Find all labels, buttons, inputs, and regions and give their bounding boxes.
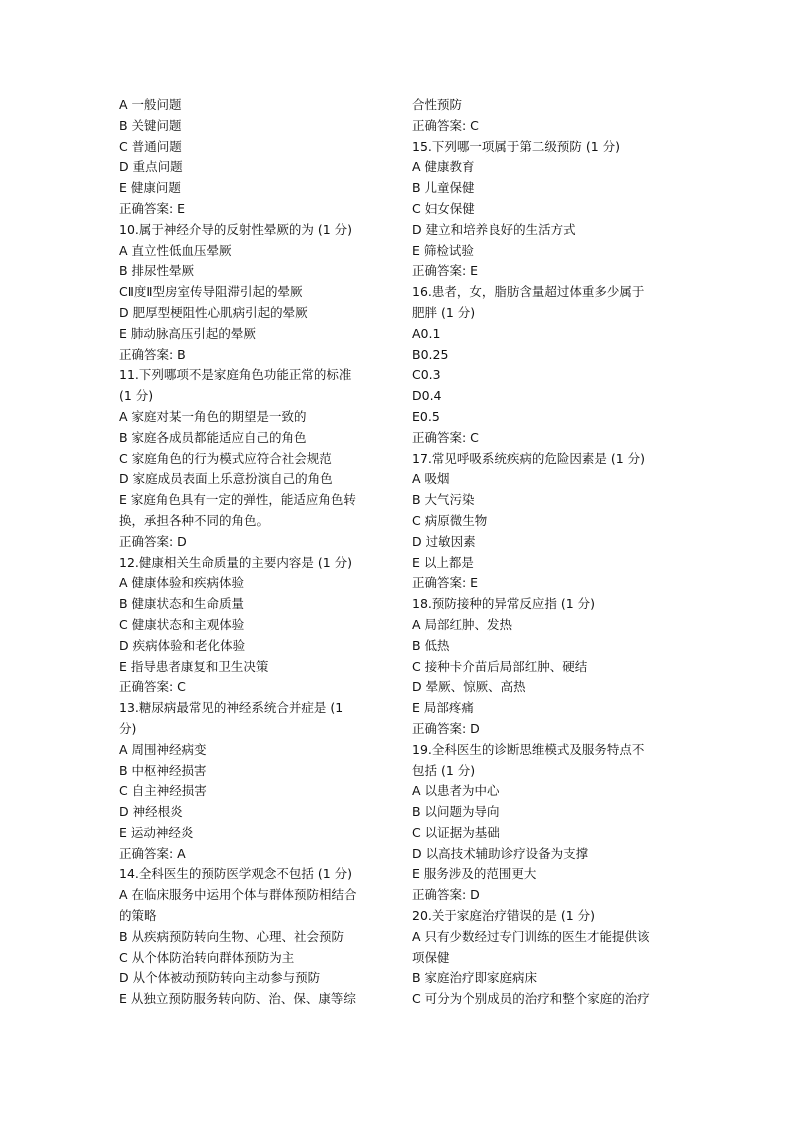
right-column-line: 项保健 bbox=[412, 949, 450, 965]
left-column-line: 11.下列哪项不是家庭角色功能正常的标准 bbox=[119, 367, 352, 383]
left-column-line: CⅡ度Ⅱ型房室传导阻滞引起的晕厥 bbox=[119, 284, 303, 300]
right-column-line: 正确答案: C bbox=[412, 429, 479, 445]
left-column-line: 正确答案: E bbox=[119, 200, 186, 216]
right-column-line: 包括 (1 分) bbox=[412, 762, 476, 778]
right-column-line: 15.下列哪一项属于第二级预防 (1 分) bbox=[412, 138, 621, 154]
left-column-line: D 重点问题 bbox=[119, 159, 183, 175]
right-column-line: E 以上都是 bbox=[412, 554, 474, 570]
right-column-line: 合性预防 bbox=[412, 97, 463, 112]
right-column-line: D 以高技术辅助诊疗设备为支撑 bbox=[412, 845, 589, 861]
left-column-line: E 肺动脉高压引起的晕厥 bbox=[119, 325, 256, 341]
right-column-line: B 以问题为导向 bbox=[412, 804, 500, 820]
right-column bbox=[412, 95, 674, 1010]
left-column-line: C 自主神经损害 bbox=[119, 783, 207, 799]
left-column-line: 正确答案: C bbox=[119, 679, 186, 695]
left-column-line: E 从独立预防服务转向防、治、保、康等综 bbox=[119, 991, 356, 1007]
left-column-line: 分) bbox=[119, 720, 137, 736]
left-column-line: C 健康状态和主观体验 bbox=[119, 616, 245, 632]
right-column-line: D 建立和培养良好的生活方式 bbox=[412, 221, 576, 237]
right-column-line: C 病原微生物 bbox=[412, 512, 488, 528]
right-column-line: 16.患者，女，脂肪含量超过体重多少属于 bbox=[412, 284, 645, 300]
left-column-line: 14.全科医生的预防医学观念不包括 (1 分) bbox=[119, 866, 353, 882]
left-column-line: B 健康状态和生命质量 bbox=[119, 596, 245, 612]
right-column-line: C 妇女保健 bbox=[412, 200, 475, 216]
right-column-line: C 可分为个别成员的治疗和整个家庭的治疗 bbox=[412, 991, 650, 1007]
right-column-line: A 以患者为中心 bbox=[412, 783, 500, 799]
right-column-line: C0.3 bbox=[412, 367, 441, 383]
right-column-line: D0.4 bbox=[412, 388, 442, 404]
right-column-line: 正确答案: E bbox=[412, 263, 479, 279]
left-column-line: 正确答案: A bbox=[119, 845, 186, 861]
left-column-line: B 关键问题 bbox=[119, 117, 182, 133]
right-column-line: E 局部疼痛 bbox=[412, 700, 474, 716]
right-column-line: A 局部红肿、发热 bbox=[412, 616, 513, 632]
right-column-line: 正确答案: C bbox=[412, 117, 479, 133]
right-column-line: 17.常见呼吸系统疾病的危险因素是 (1 分) bbox=[412, 450, 646, 466]
right-column-line: A 健康教育 bbox=[412, 159, 475, 175]
right-column-line: 20.关于家庭治疗错误的是 (1 分) bbox=[412, 908, 596, 924]
right-column-line: C 以证据为基础 bbox=[412, 824, 500, 840]
right-column-line: 肥胖 (1 分) bbox=[412, 304, 476, 320]
left-column-line: D 从个体被动预防转向主动参与预防 bbox=[119, 970, 321, 986]
left-column-line: 正确答案: D bbox=[119, 533, 187, 549]
left-column-line: E 健康问题 bbox=[119, 180, 181, 196]
left-column-line: E 指导患者康复和卫生决策 bbox=[119, 658, 269, 674]
left-column-line: D 疾病体验和老化体验 bbox=[119, 637, 246, 653]
left-column-line: A 周围神经病变 bbox=[119, 741, 207, 757]
right-column-line: 正确答案: D bbox=[412, 720, 480, 736]
right-column-line: 19.全科医生的诊断思维模式及服务特点不 bbox=[412, 741, 645, 757]
left-column-line: D 神经根炎 bbox=[119, 804, 183, 820]
left-column-line: A 家庭对某一角色的期望是一致的 bbox=[119, 408, 307, 424]
right-column-line: C 接种卡介苗后局部红肿、硬结 bbox=[412, 658, 588, 674]
left-column-line: E 运动神经炎 bbox=[119, 824, 194, 840]
right-column-line: E0.5 bbox=[412, 408, 440, 424]
left-column bbox=[119, 95, 381, 1010]
left-column-line: A 在临床服务中运用个体与群体预防相结合 bbox=[119, 887, 357, 903]
left-column-line: 10.属于神经介导的反射性晕厥的为 (1 分) bbox=[119, 221, 353, 237]
right-column-line: D 晕厥、惊厥、高热 bbox=[412, 679, 526, 695]
right-column-line: B0.25 bbox=[412, 346, 449, 362]
left-column-line: B 中枢神经损害 bbox=[119, 762, 207, 778]
left-column-line: D 家庭成员表面上乐意扮演自己的角色 bbox=[119, 471, 333, 487]
left-column-line: B 家庭各成员都能适应自己的角色 bbox=[119, 429, 307, 445]
left-column-line: 的策略 bbox=[119, 908, 157, 924]
right-column-line: B 儿童保健 bbox=[412, 180, 475, 196]
left-column-line: D 肥厚型梗阻性心肌病引起的晕厥 bbox=[119, 304, 308, 320]
left-column-line: A 直立性低血压晕厥 bbox=[119, 242, 232, 258]
right-column-line: B 大气污染 bbox=[412, 492, 475, 508]
left-column-line: C 普通问题 bbox=[119, 138, 182, 154]
left-column-line: 正确答案: B bbox=[119, 346, 186, 362]
left-column-line: C 从个体防治转向群体预防为主 bbox=[119, 949, 295, 965]
left-column-line: B 从疾病预防转向生物、心理、社会预防 bbox=[119, 928, 345, 944]
left-column-line: 13.糖尿病最常见的神经系统合并症是 (1 bbox=[119, 700, 344, 716]
left-column-line: 换，承担各种不同的角色。 bbox=[119, 512, 270, 528]
right-column-line: E 筛检试验 bbox=[412, 242, 474, 258]
right-column-line: 18.预防接种的异常反应指 (1 分) bbox=[412, 596, 596, 612]
right-column-line: A0.1 bbox=[412, 325, 441, 341]
left-column-line: 12.健康相关生命质量的主要内容是 (1 分) bbox=[119, 554, 353, 570]
right-column-line: 正确答案: D bbox=[412, 887, 480, 903]
right-column-line: E 服务涉及的范围更大 bbox=[412, 866, 537, 882]
left-column-line: A 健康体验和疾病体验 bbox=[119, 575, 245, 591]
right-column-line: B 家庭治疗即家庭病床 bbox=[412, 970, 538, 986]
left-column-line: E 家庭角色具有一定的弹性，能适应角色转 bbox=[119, 492, 356, 508]
right-column-line: 正确答案: E bbox=[412, 575, 479, 591]
right-column-line: A 吸烟 bbox=[412, 471, 450, 487]
right-column-line: B 低热 bbox=[412, 637, 450, 653]
right-column-line: A 只有少数经过专门训练的医生才能提供该 bbox=[412, 928, 650, 944]
left-column-line: C 家庭角色的行为模式应符合社会规范 bbox=[119, 450, 332, 466]
left-column-line: A 一般问题 bbox=[119, 97, 182, 112]
left-column-line: (1 分) bbox=[119, 388, 154, 404]
right-column-line: D 过敏因素 bbox=[412, 533, 476, 549]
left-column-line: B 排尿性晕厥 bbox=[119, 263, 195, 279]
